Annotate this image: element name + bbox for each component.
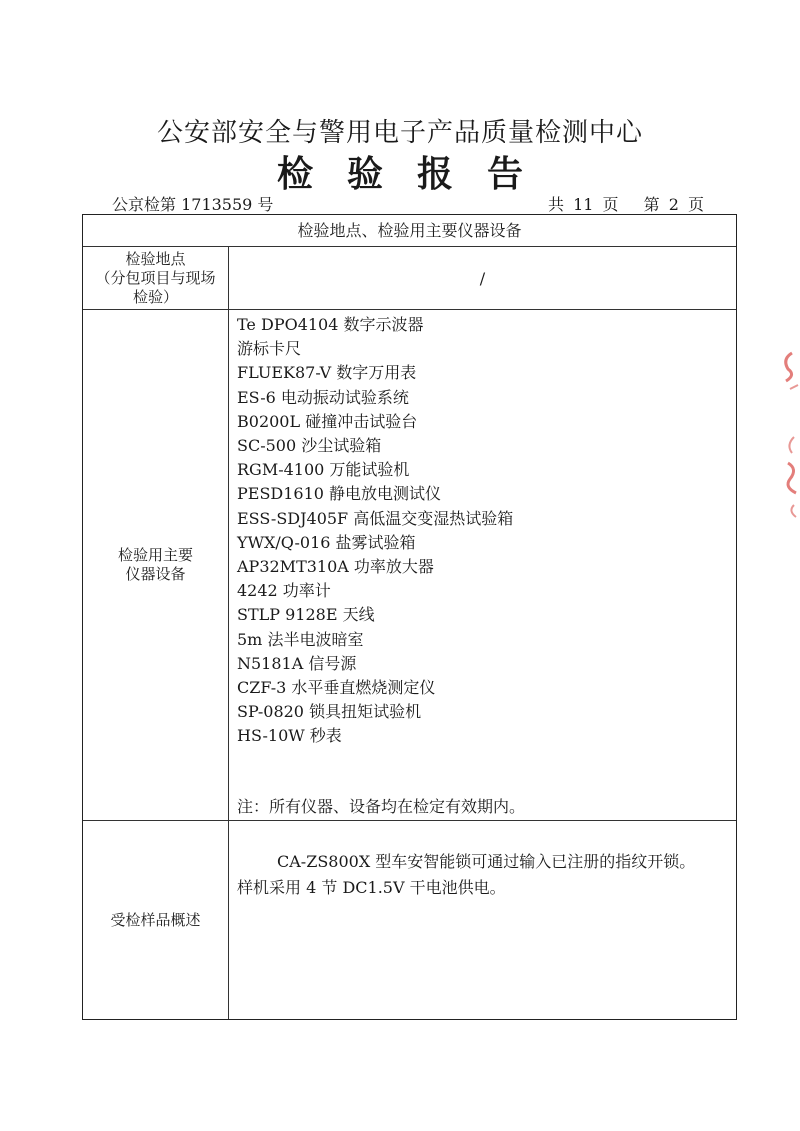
equipment-item: Te DPO4104 数字示波器 (237, 315, 424, 334)
report-title: 检验报告 (276, 153, 557, 195)
equipment-item: STLP 9128E 天线 (237, 605, 375, 625)
location-label: 检验地点 （分包项目与现场 检验） (83, 247, 229, 309)
equipment-value-cell (229, 310, 736, 820)
seal-fragment-image (770, 345, 800, 525)
equipment-item: 4242 功率计 (237, 581, 331, 601)
equipment-item: 5m 法半电波暗室 (237, 629, 364, 649)
location-value-cell (229, 247, 736, 309)
equipment-item: HS-10W 秒表 (237, 726, 342, 746)
equipment-label: 检验用主要 仪器设备 (83, 310, 229, 820)
sample-value-cell (229, 821, 736, 1019)
section-title-row (83, 215, 736, 247)
equipment-item: B0200L 碰撞冲击试验台 (237, 411, 418, 431)
equipment-item: SC-500 沙尘试验箱 (237, 436, 382, 456)
equipment-item: N5181A 信号源 (237, 653, 357, 673)
equipment-item: RGM-4100 万能试验机 (237, 460, 410, 480)
equipment-item: ES-6 电动振动试验系统 (237, 387, 409, 407)
equipment-row (83, 310, 736, 821)
equipment-item: 游标卡尺 (237, 339, 302, 359)
location-row (83, 247, 736, 310)
report-number: 公京检第 1713559 号 (112, 195, 274, 214)
equipment-item: SP-0820 锁具扭矩试验机 (237, 702, 422, 722)
equipment-item: FLUEK87-V 数字万用表 (237, 363, 417, 383)
sample-label: 受检样品概述 (83, 821, 229, 1019)
equipment-item: ESS-SDJ405F 高低温交变湿热试验箱 (237, 508, 514, 528)
equipment-item: YWX/Q-016 盐雾试验箱 (237, 532, 416, 552)
equipment-note: 注：所有仪器、设备均在检定有效期内。 (237, 797, 526, 816)
location-value: / (479, 268, 486, 288)
equipment-list (237, 313, 513, 749)
sample-description-line: CA-ZS800X 型车安智能锁可通过输入已注册的指纹开锁。 (277, 852, 696, 871)
equipment-item: AP32MT310A 功率放大器 (237, 557, 434, 577)
report-table (82, 214, 737, 1020)
org-name: 公安部安全与警用电子产品质量检测中心 (156, 118, 643, 148)
page-indicator: 共 11 页 第 2 页 (548, 195, 704, 214)
sample-description-line: 样机采用 4 节 DC1.5V 干电池供电。 (237, 878, 506, 897)
section-title: 检验地点、检验用主要仪器设备 (297, 221, 522, 240)
equipment-item: CZF-3 水平垂直燃烧测定仪 (237, 678, 436, 698)
equipment-item: PESD1610 静电放电测试仪 (237, 484, 442, 504)
sample-row (83, 821, 736, 1019)
